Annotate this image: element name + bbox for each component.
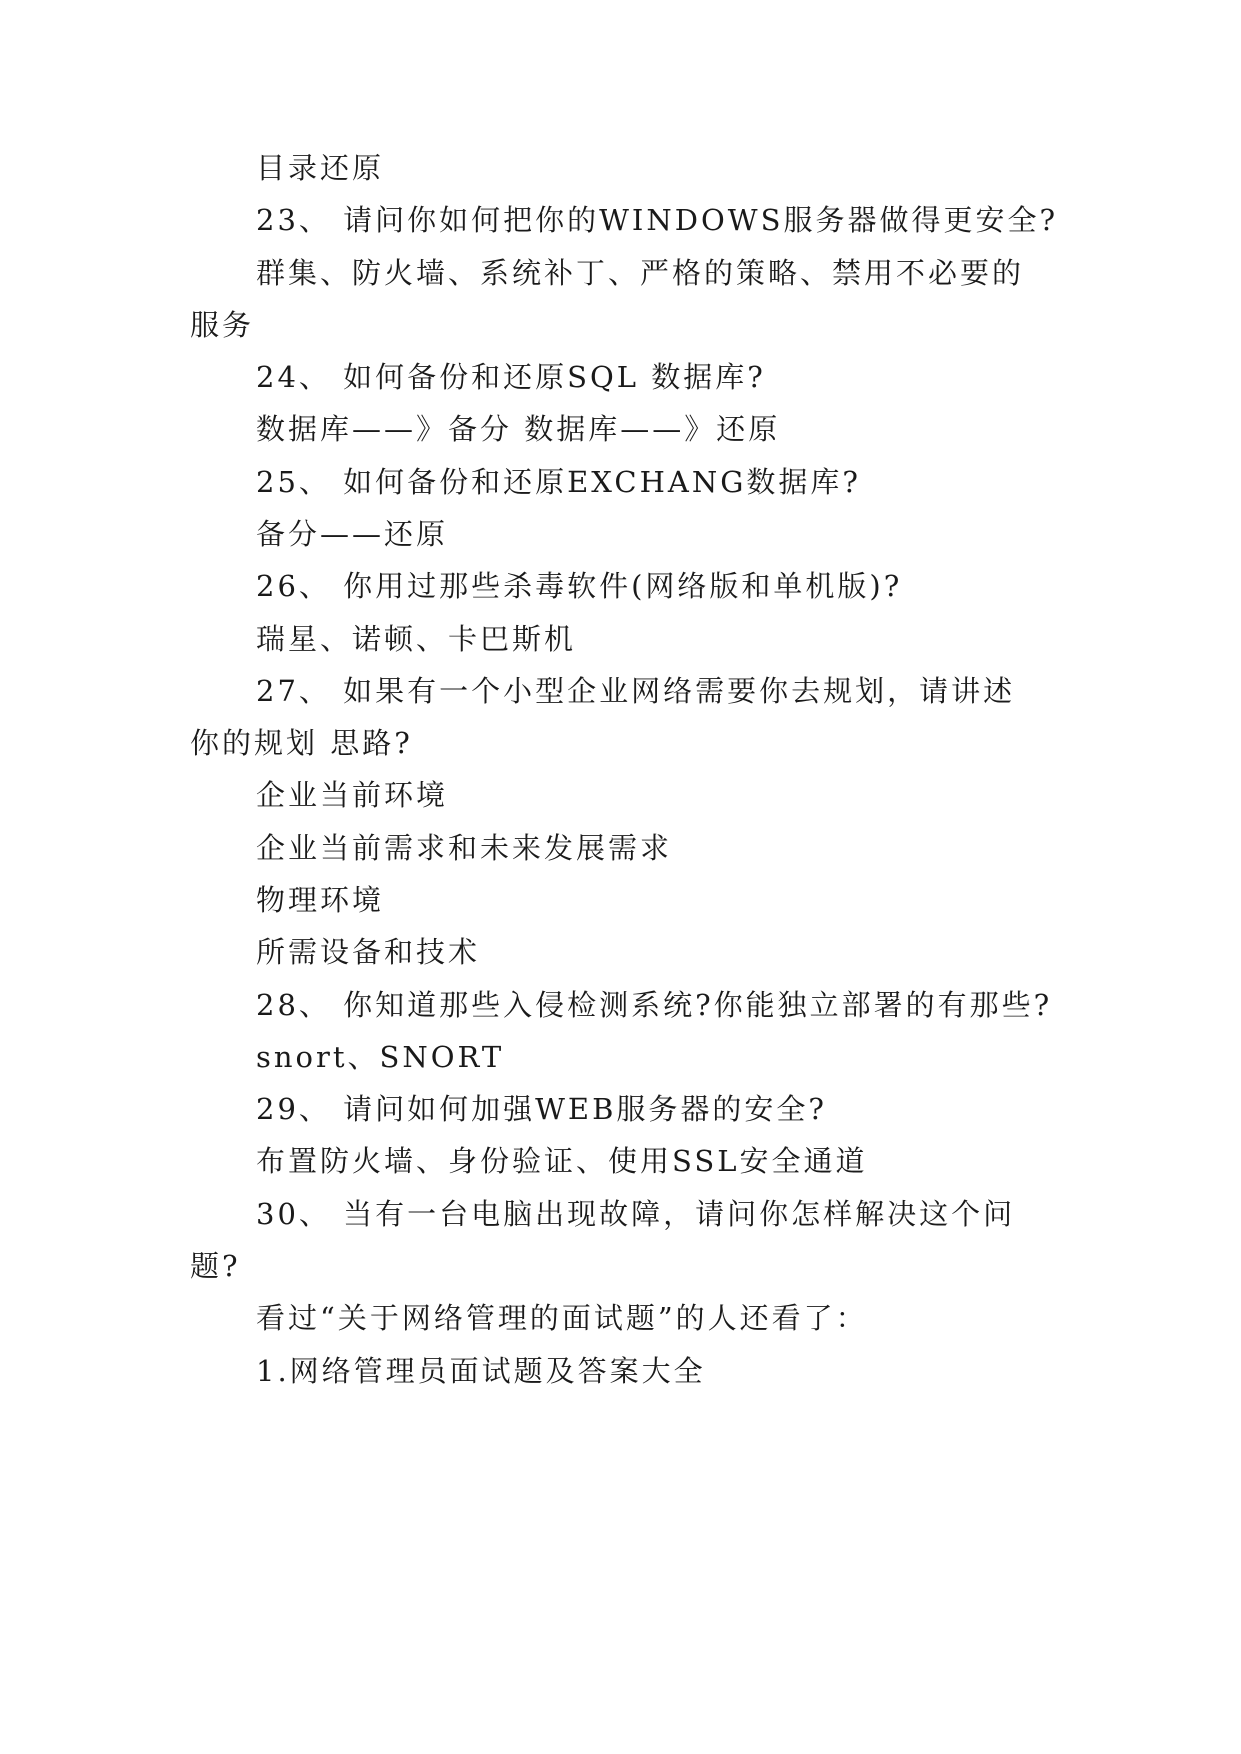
question-26: 26、 你用过那些杀毒软件(网络版和单机版)? <box>256 569 903 603</box>
question-28: 28、 你知道那些入侵检测系统?你能独立部署的有那些? <box>256 988 1053 1022</box>
answer-line: 群集、防火墙、系统补丁、严格的策略、禁用不必要的 <box>256 256 1025 290</box>
question-30: 30、 当有一台电脑出现故障，请问你怎样解决这个问 <box>256 1197 1016 1231</box>
answer-line: 目录还原 <box>256 151 385 185</box>
question-25: 25、 如何备份和还原EXCHANG数据库? <box>256 465 861 499</box>
related-link[interactable]: 1.网络管理员面试题及答案大全 <box>256 1354 706 1388</box>
related-heading: 看过“关于网络管理的面试题”的人还看了： <box>256 1301 868 1335</box>
answer-line: snort、SNORT <box>256 1040 505 1074</box>
answer-line: 备分——还原 <box>256 517 449 551</box>
answer-line: 所需设备和技术 <box>256 935 481 969</box>
answer-line: 企业当前需求和未来发展需求 <box>256 831 673 865</box>
answer-line: 瑞星、诺顿、卡巴斯机 <box>256 622 577 656</box>
question-24: 24、 如何备份和还原SQL 数据库? <box>256 360 766 394</box>
question-30-continued: 题? <box>190 1249 241 1283</box>
answer-line: 数据库——》备分 数据库——》还原 <box>256 412 781 446</box>
answer-line: 企业当前环境 <box>256 778 449 812</box>
answer-line-continued: 服务 <box>190 308 255 342</box>
question-29: 29、 请问如何加强WEB服务器的安全? <box>256 1092 827 1126</box>
question-23: 23、 请问你如何把你的WINDOWS服务器做得更安全? <box>256 203 1059 237</box>
question-27-continued: 你的规划 思路? <box>190 726 413 760</box>
question-27: 27、 如果有一个小型企业网络需要你去规划，请讲述 <box>256 674 1016 708</box>
answer-line: 布置防火墙、身份验证、使用SSL安全通道 <box>256 1144 868 1178</box>
answer-line: 物理环境 <box>256 883 385 917</box>
